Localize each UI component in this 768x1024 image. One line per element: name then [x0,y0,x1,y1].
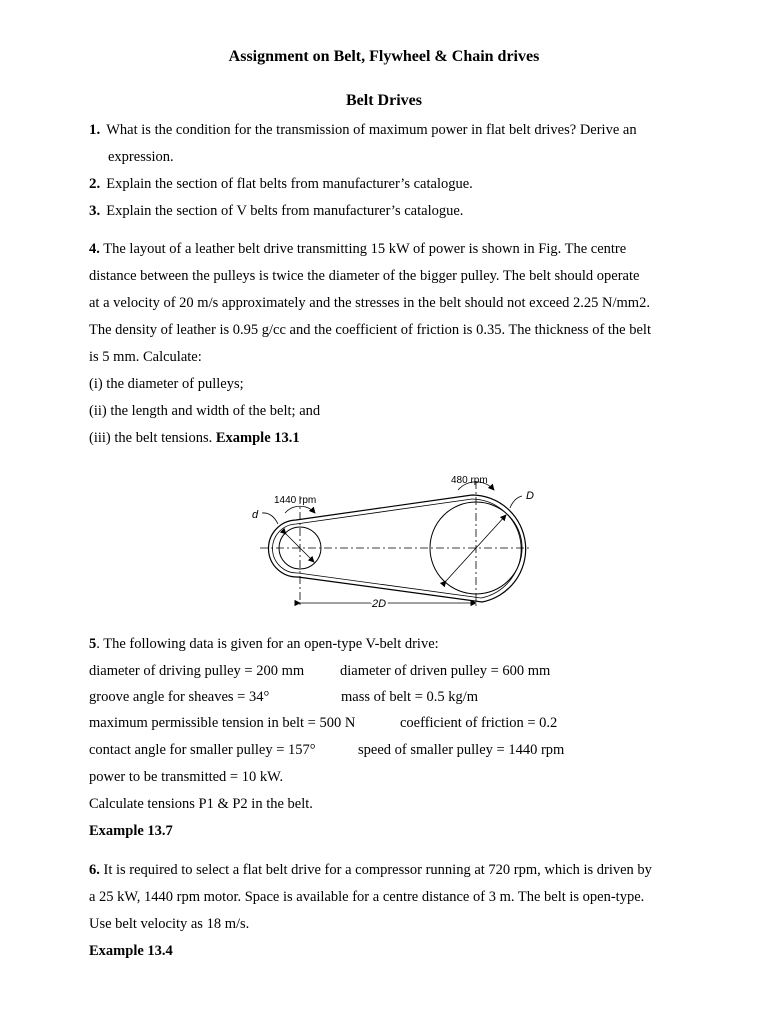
document-title: Assignment on Belt, Flywheel & Chain drives [228,48,540,65]
question-4-line-4: The density of leather is 0.95 g/cc and the coefficient of friction is 0.35. The thickness of the belt [89,322,651,338]
question-4-line-3: at a velocity of 20 m/s approximately and the stresses in the belt should not exceed 2.25 N/mm2. [89,295,650,311]
question-6-line-1: 6. It is required to select a flat belt drive for a compressor running at 720 rpm, which is driven by [89,862,652,878]
q5-row-2-left: groove angle for sheaves = 34° [89,689,270,705]
question-4-line-8: (iii) the belt tensions. Example 13.1 [89,430,300,446]
large-label-leader [510,496,522,508]
question-3: 3. Explain the section of V belts from manufacturer’s catalogue. [89,203,464,219]
question-4-line-2: distance between the pulleys is twice the diameter of the bigger pulley. The belt should operate [89,268,640,284]
q5-row-4-right: speed of smaller pulley = 1440 rpm [358,742,565,758]
question-6-example: Example 13.4 [89,943,173,959]
small-pulley-speed: 1440 rpm [274,495,317,506]
question-5-intro: 5. The following data is given for an open-type V-belt drive: [89,636,439,652]
question-2-number: 2. [89,176,101,192]
q5-power: power to be transmitted = 10 kW. [89,769,284,785]
question-4-line-5: is 5 mm. Calculate: [89,349,202,365]
large-pulley-speed: 480 rpm [451,475,488,486]
question-6-number: 6. [89,862,100,878]
section-heading: Belt Drives [346,92,422,109]
q5-calculate: Calculate tensions P1 & P2 in the belt. [89,796,313,812]
question-4-example: Example 13.1 [215,430,300,446]
question-4-line-1: 4. The layout of a leather belt drive transmitting 15 kW of power is shown in Fig. The centre [89,241,627,257]
question-6-line-2: a 25 kW, 1440 rpm motor. Space is available for a centre distance of 3 m. The belt is open-type. [89,889,645,905]
belt-drive-figure [230,466,550,616]
distance-label: 2D [372,598,387,610]
question-1-number: 1. [89,122,101,138]
q5-row-2-right: mass of belt = 0.5 kg/m [341,689,479,705]
q5-row-1-right: diameter of driven pulley = 600 mm [340,663,551,679]
question-5-number: 5 [89,636,97,652]
q5-row-3-left: maximum permissible tension in belt = 500 N [89,715,356,731]
q5-row-4-left: contact angle for smaller pulley = 157° [89,742,316,758]
belt-outer [268,495,525,602]
question-5-example: Example 13.7 [89,823,173,839]
question-1-line-1: 1. What is the condition for the transmission of maximum power in flat belt drives? Derive an [89,122,637,138]
large-diameter-label: D [526,490,534,502]
question-4-line-6: (i) the diameter of pulleys; [89,376,244,392]
question-4-line-7: (ii) the length and width of the belt; and [89,403,321,419]
question-3-number: 3. [89,203,101,219]
q5-row-1-left: diameter of driving pulley = 200 mm [89,663,305,679]
belt-inner [272,499,521,598]
question-1-line-2: expression. [108,149,174,165]
question-4-number: 4. [89,241,100,257]
question-2: 2. Explain the section of flat belts from manufacturer’s catalogue. [89,176,473,192]
question-6-line-3: Use belt velocity as 18 m/s. [89,916,250,932]
small-diameter-label: d [252,509,259,521]
q5-row-3-right: coefficient of friction = 0.2 [400,715,558,731]
small-label-leader [262,513,278,524]
